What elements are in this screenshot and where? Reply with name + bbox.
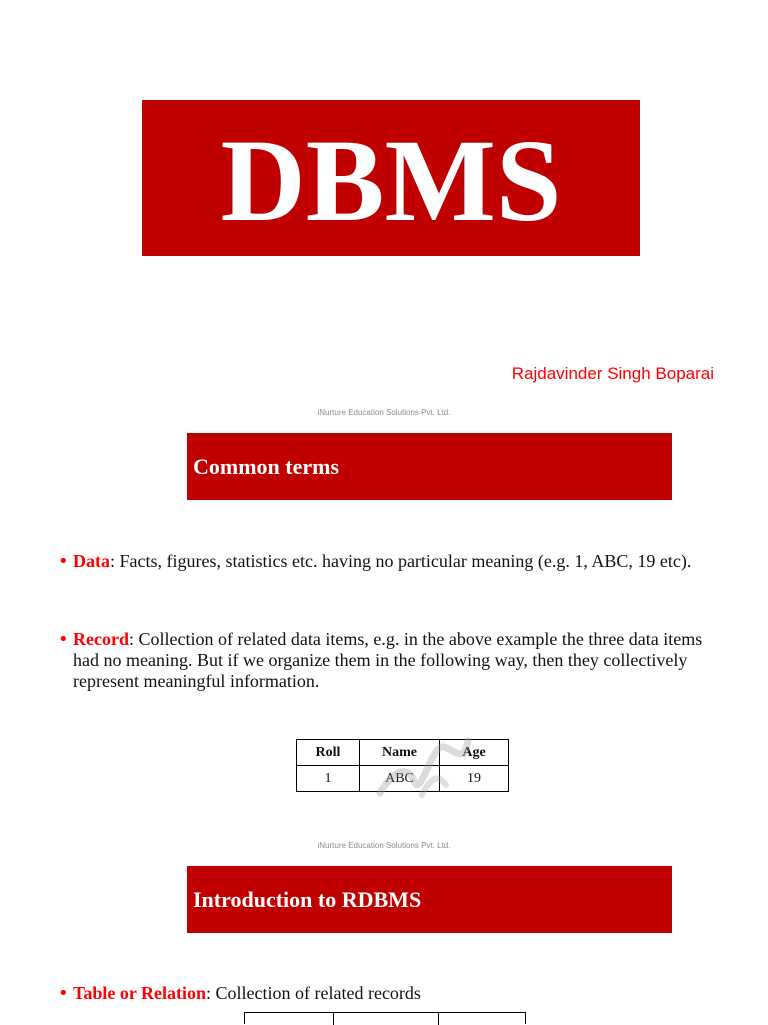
- section-title: Introduction to RDBMS: [193, 886, 422, 912]
- table-row: [297, 766, 509, 792]
- bullet-body: [73, 983, 708, 1004]
- bullet-item-record: [58, 629, 708, 692]
- table-divider: [438, 1013, 439, 1025]
- table-header-cell: Roll: [297, 740, 360, 766]
- table-header-row: [297, 740, 509, 766]
- bullet-dot-icon: •: [58, 629, 69, 650]
- record-table: [296, 739, 509, 792]
- slide-footer: iNurture Education Solutions Pvt. Ltd.: [317, 841, 451, 850]
- term-definition: : Facts, figures, statistics etc. having no particular meaning (e.g. 1, ABC, 19 etc).: [110, 551, 692, 571]
- table-header-cell: Name: [360, 740, 440, 766]
- bullet-item-table-relation: [58, 983, 708, 1004]
- table-cell: 19: [440, 766, 509, 792]
- term-label: Table or Relation: [73, 983, 207, 1003]
- author-name: Rajdavinder Singh Boparai: [511, 364, 714, 383]
- section-header-common-terms: [187, 433, 672, 500]
- bullet-body: [73, 551, 708, 572]
- term-definition: : Collection of related data items, e.g. in the above example the three data items had no meaning. But if we organize them in the following way, then they collectively represent meaningful information.: [73, 629, 703, 691]
- table-cell: ABC: [360, 766, 440, 792]
- bullet-dot-icon: •: [58, 551, 69, 572]
- slide-footer: iNurture Education Solutions Pvt. Ltd.: [317, 408, 451, 417]
- title-banner: [142, 100, 640, 256]
- relation-table-partial: [244, 1012, 526, 1024]
- bullet-body: [73, 629, 708, 692]
- term-label: Record: [73, 629, 129, 649]
- table-cell: 1: [297, 766, 360, 792]
- section-header-intro-rdbms: [187, 866, 672, 933]
- term-label: Data: [73, 551, 110, 571]
- table-divider: [333, 1013, 334, 1025]
- term-definition: : Collection of related records: [206, 983, 421, 1003]
- bullet-dot-icon: •: [58, 983, 69, 1004]
- bullet-item-data: [58, 551, 708, 572]
- section-title: Common terms: [193, 453, 340, 479]
- slide-title: DBMS: [220, 115, 562, 246]
- table-header-cell: Age: [440, 740, 509, 766]
